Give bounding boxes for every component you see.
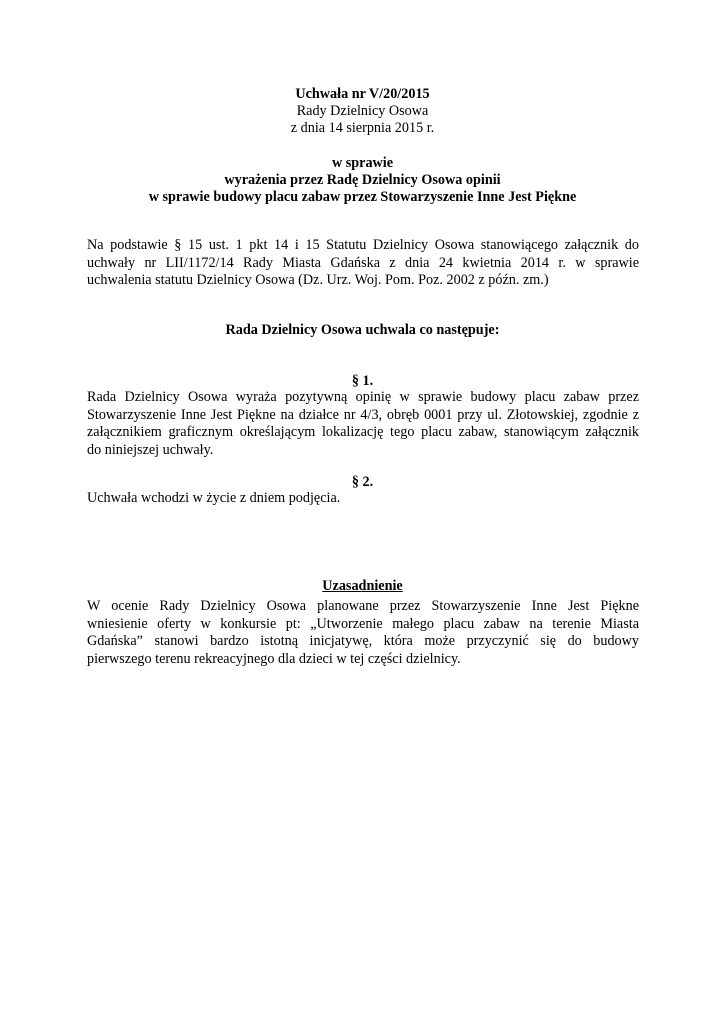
justification-line: pierwszego terenu rekreacyjnego dla dzieci w tej części dzielnicy. xyxy=(87,650,461,667)
section-1-line: do niniejszej uchwały. xyxy=(87,441,214,458)
legal-basis-line: Na podstawie § 15 ust. 1 pkt 14 i 15 Statutu Dzielnicy Osowa stanowiącego załącznik do xyxy=(87,237,639,253)
resolution-date: z dnia 14 sierpnia 2015 r. xyxy=(290,120,435,136)
section-1-line: załącznikiem graficznym określającym lokalizację tego placu zabaw, stanowiącym załącznik xyxy=(87,424,639,441)
section-1-paragraph xyxy=(87,389,639,459)
section-2-paragraph xyxy=(87,490,639,508)
justification-line: wniesienie oferty w konkursie pt: „Utworzenie małego placu zabaw na terenie Miasta xyxy=(87,615,639,632)
resolves-statement: Rada Dzielnicy Osowa uchwala co następuje: xyxy=(225,322,500,338)
legal-basis-line: uchwały nr LII/1172/14 Rady Miasta Gdańska z dnia 24 kwietnia 2014 r. w sprawie xyxy=(87,254,639,271)
section-1-line: Stowarzyszenie Inne Jest Piękne na działce nr 4/3, obręb 0001 przy ul. Złotowskiej, zgodnie z xyxy=(87,406,639,423)
section-1-heading: § 1. xyxy=(351,373,374,389)
justification-heading xyxy=(0,578,725,595)
justification-line: W ocenie Rady Dzielnicy Osowa planowane przez Stowarzyszenie Inne Jest Piękne xyxy=(87,598,639,614)
subject-line-1: w sprawie xyxy=(331,155,394,171)
resolution-title: Uchwała nr V/20/2015 xyxy=(295,86,430,102)
section-1-line: Rada Dzielnicy Osowa wyraża pozytywną opinię w sprawie budowy placu zabaw przez xyxy=(87,389,639,405)
subject-line-3: w sprawie budowy placu zabaw przez Stowarzyszenie Inne Jest Piękne xyxy=(148,189,577,205)
subject-line-2: wyrażenia przez Radę Dzielnicy Osowa opinii xyxy=(224,172,501,188)
justification-paragraph xyxy=(87,598,639,668)
legal-basis-paragraph xyxy=(87,237,639,290)
section-2-heading: § 2. xyxy=(351,474,374,490)
justification-line: Gdańska” stanowi bardzo istotną inicjatywę, która może przyczynić się do budowy xyxy=(87,633,639,650)
section-2-line: Uchwała wchodzi w życie z dniem podjęcia. xyxy=(87,490,341,506)
justification-heading-text: Uzasadnienie xyxy=(322,578,403,594)
legal-basis-line: uchwalenia statutu Dzielnicy Osowa (Dz. Urz. Woj. Pom. Poz. 2002 z późn. zm.) xyxy=(87,272,549,289)
resolution-issuer: Rady Dzielnicy Osowa xyxy=(296,103,429,119)
